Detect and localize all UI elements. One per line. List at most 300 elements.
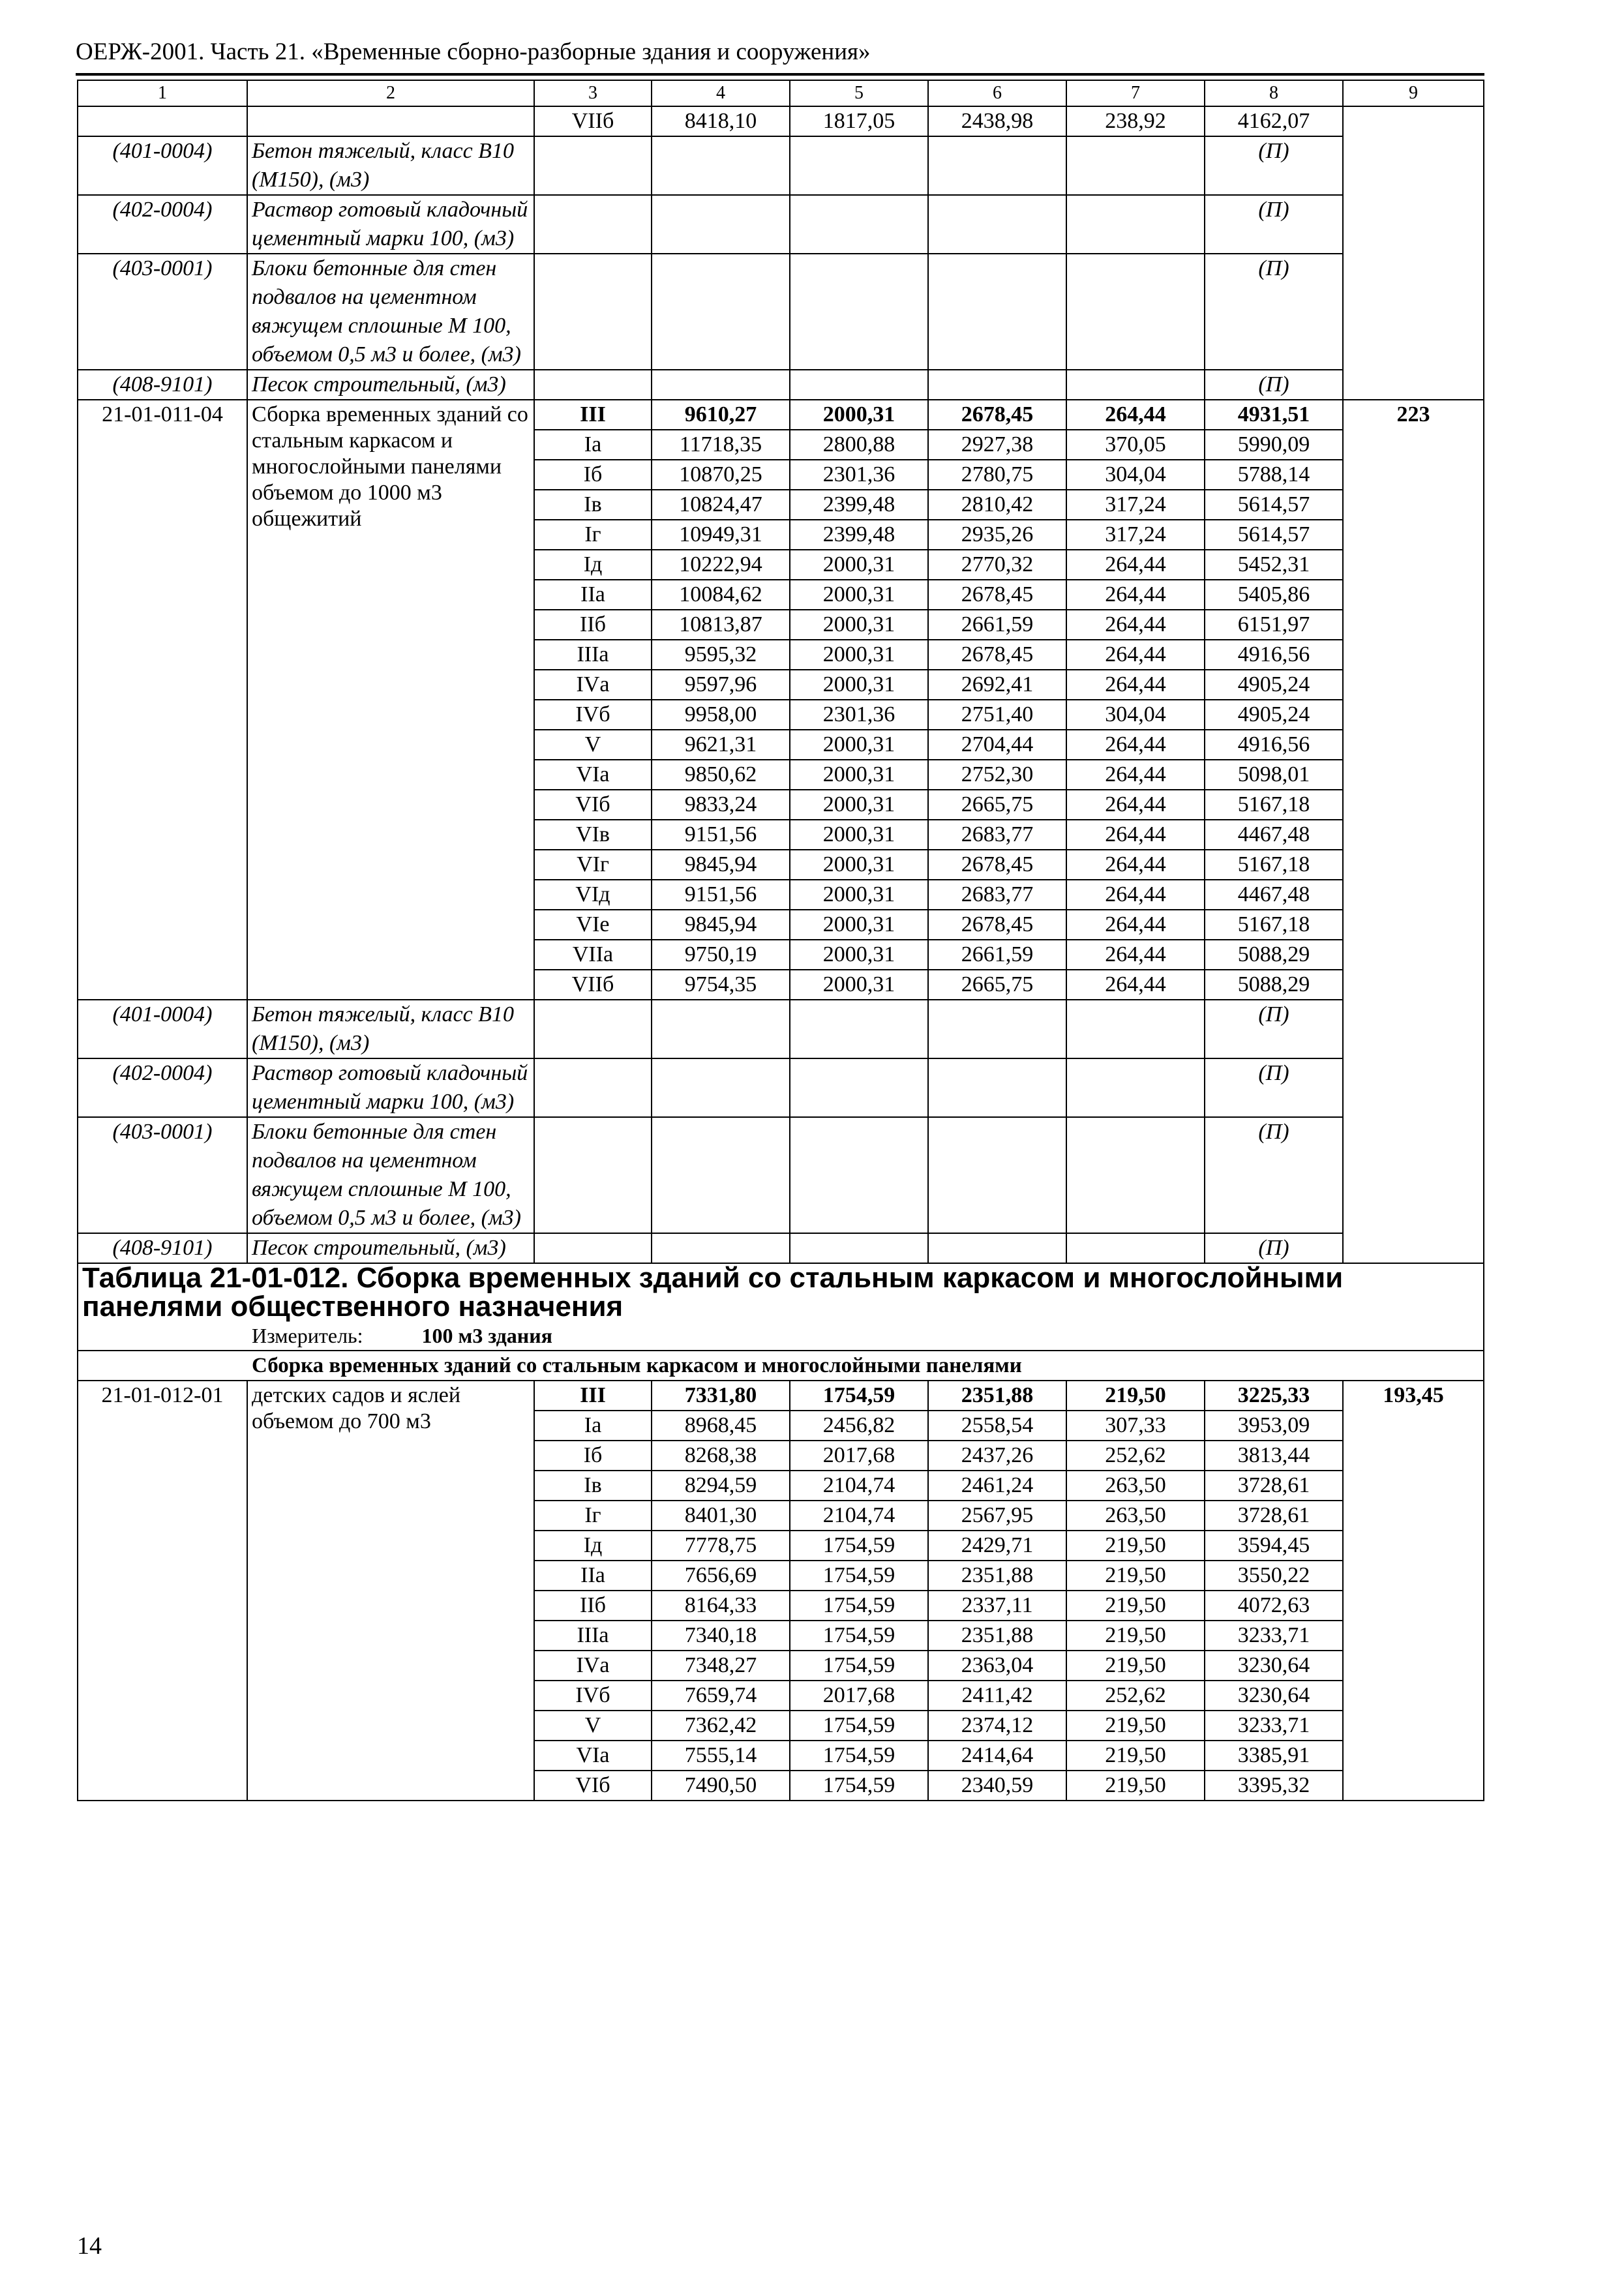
empty-cell bbox=[790, 195, 928, 254]
value-cell: 7656,69 bbox=[652, 1561, 790, 1591]
empty-cell bbox=[790, 254, 928, 370]
value-cell: 7331,80 bbox=[652, 1381, 790, 1411]
value-cell: 9597,96 bbox=[652, 670, 790, 700]
value-cell: 9151,56 bbox=[652, 820, 790, 850]
value-cell: 2678,45 bbox=[928, 400, 1066, 430]
value-cell: 1754,59 bbox=[790, 1531, 928, 1561]
material-code: (401-0004) bbox=[78, 1000, 247, 1058]
value-cell: 7348,27 bbox=[652, 1651, 790, 1681]
value-cell: 317,24 bbox=[1066, 490, 1205, 520]
value-cell: 264,44 bbox=[1066, 940, 1205, 970]
empty-cell bbox=[652, 1000, 790, 1058]
column-number: 8 bbox=[1205, 80, 1343, 106]
empty-cell bbox=[928, 370, 1066, 400]
material-mark: (П) bbox=[1205, 1233, 1343, 1263]
material-code: (402-0004) bbox=[78, 195, 247, 254]
section-title: Сборка временных зданий со стальным каркасом и многослойными панелями bbox=[78, 1351, 1484, 1381]
zone-cell: Iб bbox=[534, 1441, 652, 1471]
table-row bbox=[78, 1381, 1484, 1411]
value-cell: 7490,50 bbox=[652, 1771, 790, 1801]
value-cell: 7362,42 bbox=[652, 1711, 790, 1741]
value-cell: 1754,59 bbox=[790, 1651, 928, 1681]
value-cell: 263,50 bbox=[1066, 1501, 1205, 1531]
material-name: Раствор готовый кладочный цементный марки 100, (м3) bbox=[247, 1058, 534, 1117]
value-cell: 10084,62 bbox=[652, 580, 790, 610]
value-cell: 9850,62 bbox=[652, 760, 790, 790]
value-cell: 264,44 bbox=[1066, 820, 1205, 850]
value-cell: 3395,32 bbox=[1205, 1771, 1343, 1801]
material-row bbox=[78, 195, 1484, 254]
zone-cell: Iг bbox=[534, 1501, 652, 1531]
column-number: 6 bbox=[928, 80, 1066, 106]
empty-cell bbox=[652, 195, 790, 254]
value-cell: 264,44 bbox=[1066, 910, 1205, 940]
material-name: Блоки бетонные для стен подвалов на цементном вяжущем сплошные М 100, объемом 0,5 м3 и более, (м3) bbox=[247, 254, 534, 370]
zone-cell: Iа bbox=[534, 430, 652, 460]
value-cell: 4162,07 bbox=[1205, 106, 1343, 136]
zone-cell: VIIб bbox=[534, 970, 652, 1000]
value-cell: 9845,94 bbox=[652, 850, 790, 880]
value-cell: 2000,31 bbox=[790, 970, 928, 1000]
zone-cell: IIIа bbox=[534, 1621, 652, 1651]
value-cell: 5990,09 bbox=[1205, 430, 1343, 460]
zone-cell: IIа bbox=[534, 580, 652, 610]
material-row bbox=[78, 1000, 1484, 1058]
value-cell: 219,50 bbox=[1066, 1531, 1205, 1561]
value-cell: 219,50 bbox=[1066, 1591, 1205, 1621]
value-cell: 3550,22 bbox=[1205, 1561, 1343, 1591]
empty-cell bbox=[1066, 1000, 1205, 1058]
table-row bbox=[78, 400, 1484, 430]
material-row bbox=[78, 254, 1484, 370]
code-cell bbox=[78, 106, 247, 136]
empty-cell bbox=[928, 136, 1066, 195]
value-cell: 3230,64 bbox=[1205, 1681, 1343, 1711]
value-cell: 252,62 bbox=[1066, 1441, 1205, 1471]
table-title bbox=[78, 1263, 1484, 1351]
value-cell: 264,44 bbox=[1066, 880, 1205, 910]
material-name: Бетон тяжелый, класс В10 (М150), (м3) bbox=[247, 136, 534, 195]
zone-cell: Iг bbox=[534, 520, 652, 550]
empty-cell bbox=[790, 370, 928, 400]
value-cell: 10813,87 bbox=[652, 610, 790, 640]
column-number: 3 bbox=[534, 80, 652, 106]
header-rule bbox=[76, 73, 1484, 76]
value-cell: 1754,59 bbox=[790, 1621, 928, 1651]
value-cell: 2567,95 bbox=[928, 1501, 1066, 1531]
empty-cell bbox=[928, 1117, 1066, 1233]
table-row bbox=[78, 106, 1484, 136]
empty-cell bbox=[652, 136, 790, 195]
value-cell: 2000,31 bbox=[790, 610, 928, 640]
value-cell: 2558,54 bbox=[928, 1411, 1066, 1441]
labor-cell: 193,45 bbox=[1343, 1381, 1484, 1801]
value-cell: 8294,59 bbox=[652, 1471, 790, 1501]
value-cell: 2692,41 bbox=[928, 670, 1066, 700]
empty-cell bbox=[1066, 136, 1205, 195]
value-cell: 2399,48 bbox=[790, 490, 928, 520]
empty-cell bbox=[928, 1000, 1066, 1058]
value-cell: 2414,64 bbox=[928, 1741, 1066, 1771]
value-cell: 264,44 bbox=[1066, 760, 1205, 790]
rate-code: 21-01-012-01 bbox=[78, 1381, 247, 1801]
value-cell: 9595,32 bbox=[652, 640, 790, 670]
value-cell: 1754,59 bbox=[790, 1381, 928, 1411]
value-cell: 1754,59 bbox=[790, 1711, 928, 1741]
empty-cell bbox=[534, 1058, 652, 1117]
measure-value: 100 м3 здания bbox=[421, 1324, 552, 1347]
value-cell: 3385,91 bbox=[1205, 1741, 1343, 1771]
value-cell: 2000,31 bbox=[790, 550, 928, 580]
zone-cell: Iд bbox=[534, 550, 652, 580]
value-cell: 2437,26 bbox=[928, 1441, 1066, 1471]
value-cell: 2770,32 bbox=[928, 550, 1066, 580]
value-cell: 2000,31 bbox=[790, 910, 928, 940]
zone-cell: IIб bbox=[534, 610, 652, 640]
zone-cell: IVб bbox=[534, 700, 652, 730]
value-cell: 263,50 bbox=[1066, 1471, 1205, 1501]
value-cell: 1754,59 bbox=[790, 1771, 928, 1801]
zone-cell: IVб bbox=[534, 1681, 652, 1711]
value-cell: 9610,27 bbox=[652, 400, 790, 430]
empty-cell bbox=[652, 370, 790, 400]
value-cell: 264,44 bbox=[1066, 610, 1205, 640]
material-mark: (П) bbox=[1205, 370, 1343, 400]
value-cell: 2000,31 bbox=[790, 820, 928, 850]
empty-cell bbox=[1066, 1058, 1205, 1117]
value-cell: 2780,75 bbox=[928, 460, 1066, 490]
value-cell: 9151,56 bbox=[652, 880, 790, 910]
empty-cell bbox=[534, 254, 652, 370]
zone-cell: VIб bbox=[534, 1771, 652, 1801]
zone-cell: VIIб bbox=[534, 106, 652, 136]
value-cell: 2000,31 bbox=[790, 850, 928, 880]
value-cell: 219,50 bbox=[1066, 1621, 1205, 1651]
material-row bbox=[78, 1058, 1484, 1117]
value-cell: 264,44 bbox=[1066, 790, 1205, 820]
value-cell: 317,24 bbox=[1066, 520, 1205, 550]
value-cell: 3225,33 bbox=[1205, 1381, 1343, 1411]
value-cell: 2000,31 bbox=[790, 640, 928, 670]
zone-cell: Iб bbox=[534, 460, 652, 490]
material-mark: (П) bbox=[1205, 1117, 1343, 1233]
empty-cell bbox=[1066, 370, 1205, 400]
value-cell: 5088,29 bbox=[1205, 970, 1343, 1000]
value-cell: 7555,14 bbox=[652, 1741, 790, 1771]
value-cell: 2000,31 bbox=[790, 730, 928, 760]
value-cell: 11718,35 bbox=[652, 430, 790, 460]
value-cell: 3233,71 bbox=[1205, 1621, 1343, 1651]
value-cell: 4467,48 bbox=[1205, 880, 1343, 910]
value-cell: 2752,30 bbox=[928, 760, 1066, 790]
zone-cell: VIв bbox=[534, 820, 652, 850]
zone-cell: VIа bbox=[534, 760, 652, 790]
column-number-row bbox=[78, 80, 1484, 106]
value-cell: 5167,18 bbox=[1205, 790, 1343, 820]
material-row bbox=[78, 136, 1484, 195]
empty-cell bbox=[1066, 254, 1205, 370]
value-cell: 5098,01 bbox=[1205, 760, 1343, 790]
value-cell: 5167,18 bbox=[1205, 850, 1343, 880]
value-cell: 9621,31 bbox=[652, 730, 790, 760]
value-cell: 1817,05 bbox=[790, 106, 928, 136]
value-cell: 8418,10 bbox=[652, 106, 790, 136]
value-cell: 2000,31 bbox=[790, 400, 928, 430]
value-cell: 2301,36 bbox=[790, 700, 928, 730]
value-cell: 4905,24 bbox=[1205, 700, 1343, 730]
empty-cell bbox=[790, 1000, 928, 1058]
empty-cell bbox=[928, 1058, 1066, 1117]
rate-name: детских садов и яслей объемом до 700 м3 bbox=[247, 1381, 534, 1801]
rate-code: 21-01-011-04 bbox=[78, 400, 247, 1000]
table-title-row bbox=[78, 1263, 1484, 1351]
value-cell: 2661,59 bbox=[928, 940, 1066, 970]
value-cell: 9958,00 bbox=[652, 700, 790, 730]
value-cell: 2363,04 bbox=[928, 1651, 1066, 1681]
value-cell: 9754,35 bbox=[652, 970, 790, 1000]
value-cell: 264,44 bbox=[1066, 640, 1205, 670]
value-cell: 2678,45 bbox=[928, 580, 1066, 610]
value-cell: 4916,56 bbox=[1205, 640, 1343, 670]
value-cell: 2456,82 bbox=[790, 1411, 928, 1441]
material-code: (401-0004) bbox=[78, 136, 247, 195]
value-cell: 2678,45 bbox=[928, 910, 1066, 940]
value-cell: 264,44 bbox=[1066, 550, 1205, 580]
empty-cell bbox=[534, 1233, 652, 1263]
zone-cell: VIг bbox=[534, 850, 652, 880]
value-cell: 2000,31 bbox=[790, 580, 928, 610]
value-cell: 2935,26 bbox=[928, 520, 1066, 550]
value-cell: 2678,45 bbox=[928, 850, 1066, 880]
value-cell: 2461,24 bbox=[928, 1471, 1066, 1501]
empty-cell bbox=[790, 136, 928, 195]
value-cell: 2000,31 bbox=[790, 670, 928, 700]
value-cell: 219,50 bbox=[1066, 1741, 1205, 1771]
value-cell: 2017,68 bbox=[790, 1441, 928, 1471]
value-cell: 5614,57 bbox=[1205, 520, 1343, 550]
material-mark: (П) bbox=[1205, 136, 1343, 195]
name-cell bbox=[247, 106, 534, 136]
value-cell: 8968,45 bbox=[652, 1411, 790, 1441]
running-header: ОЕРЖ-2001. Часть 21. «Временные сборно-разборные здания и сооружения» bbox=[76, 38, 871, 65]
material-code: (408-9101) bbox=[78, 1233, 247, 1263]
material-mark: (П) bbox=[1205, 1058, 1343, 1117]
zone-cell: VIд bbox=[534, 880, 652, 910]
value-cell: 3728,61 bbox=[1205, 1501, 1343, 1531]
value-cell: 6151,97 bbox=[1205, 610, 1343, 640]
value-cell: 307,33 bbox=[1066, 1411, 1205, 1441]
zone-cell: IVа bbox=[534, 670, 652, 700]
value-cell: 219,50 bbox=[1066, 1381, 1205, 1411]
value-cell: 4905,24 bbox=[1205, 670, 1343, 700]
value-cell: 2751,40 bbox=[928, 700, 1066, 730]
value-cell: 3594,45 bbox=[1205, 1531, 1343, 1561]
value-cell: 2438,98 bbox=[928, 106, 1066, 136]
value-cell: 2411,42 bbox=[928, 1681, 1066, 1711]
empty-cell bbox=[928, 1233, 1066, 1263]
material-mark: (П) bbox=[1205, 195, 1343, 254]
column-number: 1 bbox=[78, 80, 247, 106]
value-cell: 264,44 bbox=[1066, 670, 1205, 700]
value-cell: 10870,25 bbox=[652, 460, 790, 490]
value-cell: 1754,59 bbox=[790, 1741, 928, 1771]
value-cell: 2665,75 bbox=[928, 970, 1066, 1000]
zone-cell: IIа bbox=[534, 1561, 652, 1591]
value-cell: 2000,31 bbox=[790, 790, 928, 820]
empty-cell bbox=[534, 1117, 652, 1233]
rates-table bbox=[77, 80, 1484, 1801]
value-cell: 2351,88 bbox=[928, 1621, 1066, 1651]
value-cell: 219,50 bbox=[1066, 1651, 1205, 1681]
value-cell: 9845,94 bbox=[652, 910, 790, 940]
value-cell: 2678,45 bbox=[928, 640, 1066, 670]
value-cell: 4072,63 bbox=[1205, 1591, 1343, 1621]
empty-cell bbox=[534, 195, 652, 254]
material-name: Раствор готовый кладочный цементный марки 100, (м3) bbox=[247, 195, 534, 254]
value-cell: 1754,59 bbox=[790, 1561, 928, 1591]
rate-name: Сборка временных зданий со стальным каркасом и многослойными панелями объемом до 1000 м3 общежитий bbox=[247, 400, 534, 1000]
zone-cell: VIе bbox=[534, 910, 652, 940]
value-cell: 2704,44 bbox=[928, 730, 1066, 760]
material-code: (408-9101) bbox=[78, 370, 247, 400]
value-cell: 219,50 bbox=[1066, 1771, 1205, 1801]
value-cell: 2351,88 bbox=[928, 1561, 1066, 1591]
value-cell: 238,92 bbox=[1066, 106, 1205, 136]
material-row bbox=[78, 370, 1484, 400]
zone-cell: VIб bbox=[534, 790, 652, 820]
column-number: 4 bbox=[652, 80, 790, 106]
value-cell: 2337,11 bbox=[928, 1591, 1066, 1621]
value-cell: 2017,68 bbox=[790, 1681, 928, 1711]
value-cell: 10222,94 bbox=[652, 550, 790, 580]
zone-cell: III bbox=[534, 1381, 652, 1411]
value-cell: 2351,88 bbox=[928, 1381, 1066, 1411]
value-cell: 2665,75 bbox=[928, 790, 1066, 820]
empty-cell bbox=[1066, 1117, 1205, 1233]
value-cell: 5405,86 bbox=[1205, 580, 1343, 610]
value-cell: 9833,24 bbox=[652, 790, 790, 820]
value-cell: 5088,29 bbox=[1205, 940, 1343, 970]
value-cell: 3953,09 bbox=[1205, 1411, 1343, 1441]
value-cell: 264,44 bbox=[1066, 730, 1205, 760]
value-cell: 5614,57 bbox=[1205, 490, 1343, 520]
empty-cell bbox=[1343, 106, 1484, 400]
value-cell: 2810,42 bbox=[928, 490, 1066, 520]
value-cell: 2927,38 bbox=[928, 430, 1066, 460]
value-cell: 2683,77 bbox=[928, 880, 1066, 910]
measure-line bbox=[82, 1321, 1479, 1350]
empty-cell bbox=[534, 370, 652, 400]
empty-cell bbox=[652, 1233, 790, 1263]
zone-cell: Iв bbox=[534, 1471, 652, 1501]
material-code: (403-0001) bbox=[78, 254, 247, 370]
empty-cell bbox=[790, 1233, 928, 1263]
zone-cell: VIIа bbox=[534, 940, 652, 970]
zone-cell: IIб bbox=[534, 1591, 652, 1621]
value-cell: 2301,36 bbox=[790, 460, 928, 490]
value-cell: 2661,59 bbox=[928, 610, 1066, 640]
material-row bbox=[78, 1117, 1484, 1233]
material-name: Блоки бетонные для стен подвалов на цементном вяжущем сплошные М 100, объемом 0,5 м3 и более, (м3) bbox=[247, 1117, 534, 1233]
value-cell: 304,04 bbox=[1066, 460, 1205, 490]
value-cell: 4467,48 bbox=[1205, 820, 1343, 850]
measure-label: Измеритель: bbox=[252, 1324, 363, 1347]
value-cell: 2429,71 bbox=[928, 1531, 1066, 1561]
value-cell: 2800,88 bbox=[790, 430, 928, 460]
value-cell: 9750,19 bbox=[652, 940, 790, 970]
value-cell: 8268,38 bbox=[652, 1441, 790, 1471]
zone-cell: IVа bbox=[534, 1651, 652, 1681]
zone-cell: Iа bbox=[534, 1411, 652, 1441]
material-row bbox=[78, 1233, 1484, 1263]
value-cell: 2104,74 bbox=[790, 1471, 928, 1501]
value-cell: 8401,30 bbox=[652, 1501, 790, 1531]
page-number: 14 bbox=[77, 2232, 102, 2260]
value-cell: 2000,31 bbox=[790, 880, 928, 910]
value-cell: 252,62 bbox=[1066, 1681, 1205, 1711]
value-cell: 370,05 bbox=[1066, 430, 1205, 460]
empty-cell bbox=[928, 254, 1066, 370]
table-title-text: Таблица 21-01-012. Сборка временных зданий со стальным каркасом и многослойными панелями общественного назначения bbox=[82, 1262, 1344, 1323]
column-number: 5 bbox=[790, 80, 928, 106]
value-cell: 219,50 bbox=[1066, 1561, 1205, 1591]
empty-cell bbox=[534, 136, 652, 195]
column-number: 2 bbox=[247, 80, 534, 106]
value-cell: 2374,12 bbox=[928, 1711, 1066, 1741]
material-code: (403-0001) bbox=[78, 1117, 247, 1233]
value-cell: 7340,18 bbox=[652, 1621, 790, 1651]
value-cell: 2000,31 bbox=[790, 940, 928, 970]
value-cell: 4916,56 bbox=[1205, 730, 1343, 760]
value-cell: 8164,33 bbox=[652, 1591, 790, 1621]
value-cell: 219,50 bbox=[1066, 1711, 1205, 1741]
value-cell: 10824,47 bbox=[652, 490, 790, 520]
value-cell: 2683,77 bbox=[928, 820, 1066, 850]
value-cell: 264,44 bbox=[1066, 400, 1205, 430]
value-cell: 264,44 bbox=[1066, 970, 1205, 1000]
zone-cell: Iд bbox=[534, 1531, 652, 1561]
value-cell: 2104,74 bbox=[790, 1501, 928, 1531]
value-cell: 5788,14 bbox=[1205, 460, 1343, 490]
value-cell: 7778,75 bbox=[652, 1531, 790, 1561]
value-cell: 3813,44 bbox=[1205, 1441, 1343, 1471]
material-mark: (П) bbox=[1205, 254, 1343, 370]
empty-cell bbox=[652, 1117, 790, 1233]
value-cell: 304,04 bbox=[1066, 700, 1205, 730]
value-cell: 1754,59 bbox=[790, 1591, 928, 1621]
material-name: Бетон тяжелый, класс В10 (М150), (м3) bbox=[247, 1000, 534, 1058]
material-mark: (П) bbox=[1205, 1000, 1343, 1058]
empty-cell bbox=[790, 1058, 928, 1117]
value-cell: 10949,31 bbox=[652, 520, 790, 550]
value-cell: 4931,51 bbox=[1205, 400, 1343, 430]
labor-cell: 223 bbox=[1343, 400, 1484, 1263]
value-cell: 2000,31 bbox=[790, 760, 928, 790]
zone-cell: III bbox=[534, 400, 652, 430]
value-cell: 5452,31 bbox=[1205, 550, 1343, 580]
value-cell: 3233,71 bbox=[1205, 1711, 1343, 1741]
value-cell: 7659,74 bbox=[652, 1681, 790, 1711]
zone-cell: Iв bbox=[534, 490, 652, 520]
material-name: Песок строительный, (м3) bbox=[247, 1233, 534, 1263]
zone-cell: VIа bbox=[534, 1741, 652, 1771]
empty-cell bbox=[652, 254, 790, 370]
value-cell: 3230,64 bbox=[1205, 1651, 1343, 1681]
empty-cell bbox=[928, 195, 1066, 254]
empty-cell bbox=[534, 1000, 652, 1058]
empty-cell bbox=[1066, 1233, 1205, 1263]
section-row bbox=[78, 1351, 1484, 1381]
